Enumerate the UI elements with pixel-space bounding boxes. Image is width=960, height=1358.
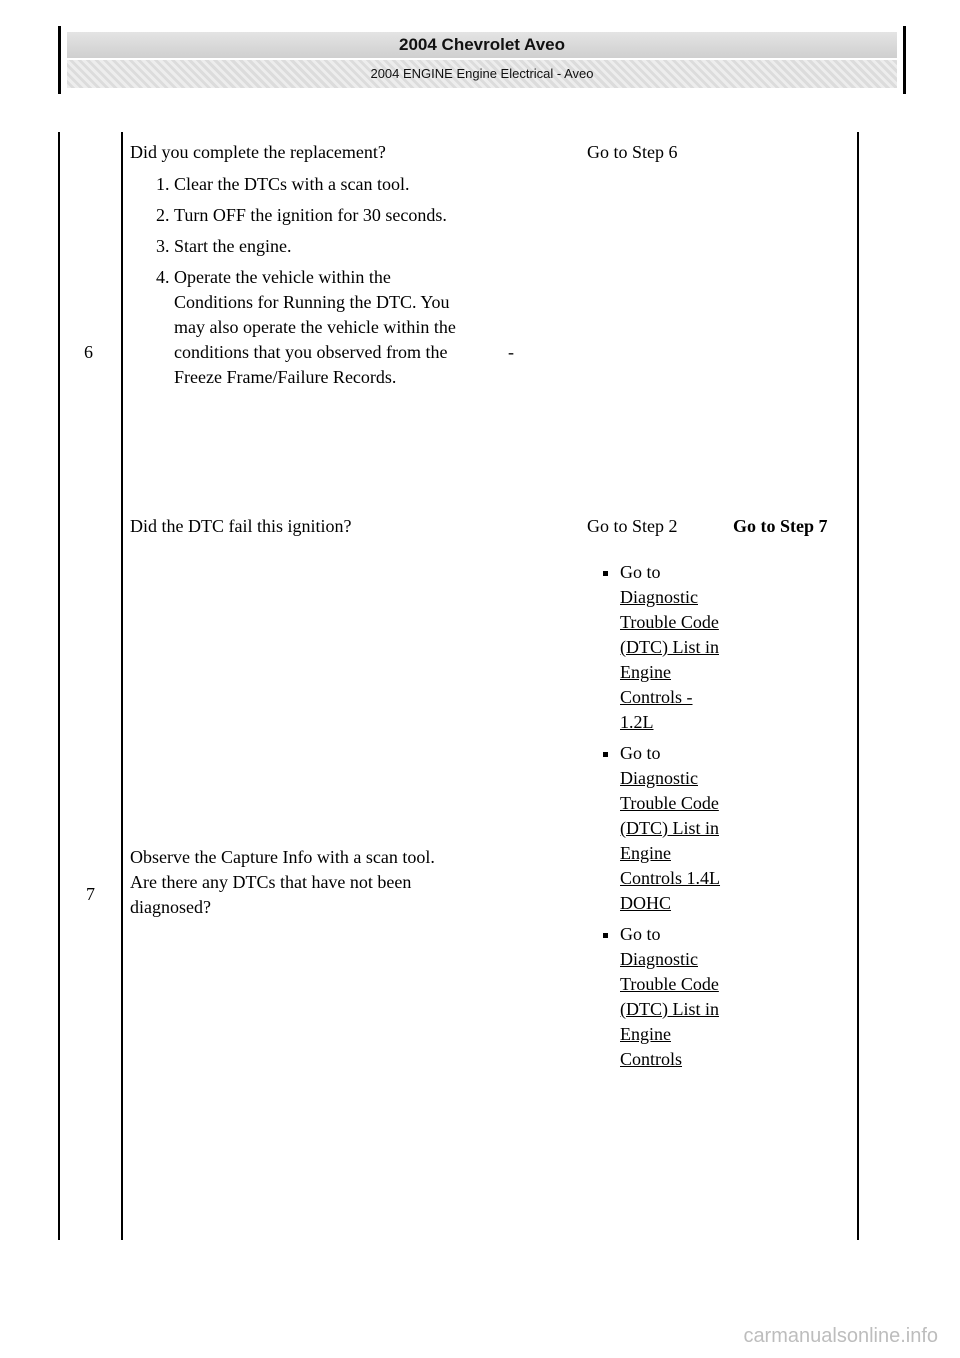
- instruction-item: 4. Operate the vehicle within the Conditions for Running the DTC. You may also operate the vehicle within the conditions that you observed from the Freeze Frame/Failure Records.: [174, 265, 462, 390]
- step-6-yes-action[interactable]: Go to Step 6: [587, 142, 678, 162]
- instruction-item: 1. Clear the DTCs with a scan tool.: [174, 172, 462, 197]
- dtc-list-link-generic[interactable]: Diagnostic Trouble Code (DTC) List in Engine Controls: [620, 949, 719, 1069]
- dtc-list-link-1-4l[interactable]: Diagnostic Trouble Code (DTC) List in Engine Controls 1.4L DOHC: [620, 768, 721, 913]
- step-7-fail-question: Did the DTC fail this ignition?: [130, 516, 352, 536]
- dtc-link-item[interactable]: [620, 741, 728, 916]
- page-header: [58, 26, 906, 94]
- dtc-list-link-1-2l[interactable]: Diagnostic Trouble Code (DTC) List in Engine Controls - 1.2L: [620, 587, 719, 732]
- dtc-link-item[interactable]: [620, 560, 728, 735]
- goto-label: Go to: [620, 562, 661, 582]
- goto-label: Go to: [620, 924, 661, 944]
- step-7-question: Observe the Capture Info with a scan tool. Are there any DTCs that have not been diagnosed?: [130, 847, 435, 917]
- dtc-links-list: [588, 560, 728, 1078]
- step-6-value: -: [508, 342, 514, 362]
- document-title: 2004 Chevrolet Aveo: [67, 32, 897, 58]
- watermark: carmanualsonline.info: [743, 1325, 938, 1347]
- table-border-right: [857, 132, 859, 1240]
- goto-label: Go to: [620, 743, 661, 763]
- instruction-item: 2. Turn OFF the ignition for 30 seconds.: [174, 203, 462, 228]
- step-number-6: 6: [84, 342, 93, 362]
- step-6-instructions: [122, 172, 462, 396]
- step-6-question: Did you complete the replacement?: [130, 142, 386, 162]
- step-7-yes-action[interactable]: Go to Step 2: [587, 516, 678, 536]
- document-subtitle: 2004 ENGINE Engine Electrical - Aveo: [67, 60, 897, 88]
- dtc-link-item[interactable]: [620, 922, 728, 1072]
- step-number-7: 7: [86, 884, 95, 904]
- instruction-item: 3. Start the engine.: [174, 234, 462, 259]
- step-7-no-action[interactable]: Go to Step 7: [733, 516, 828, 536]
- table-border-left: [58, 132, 60, 1240]
